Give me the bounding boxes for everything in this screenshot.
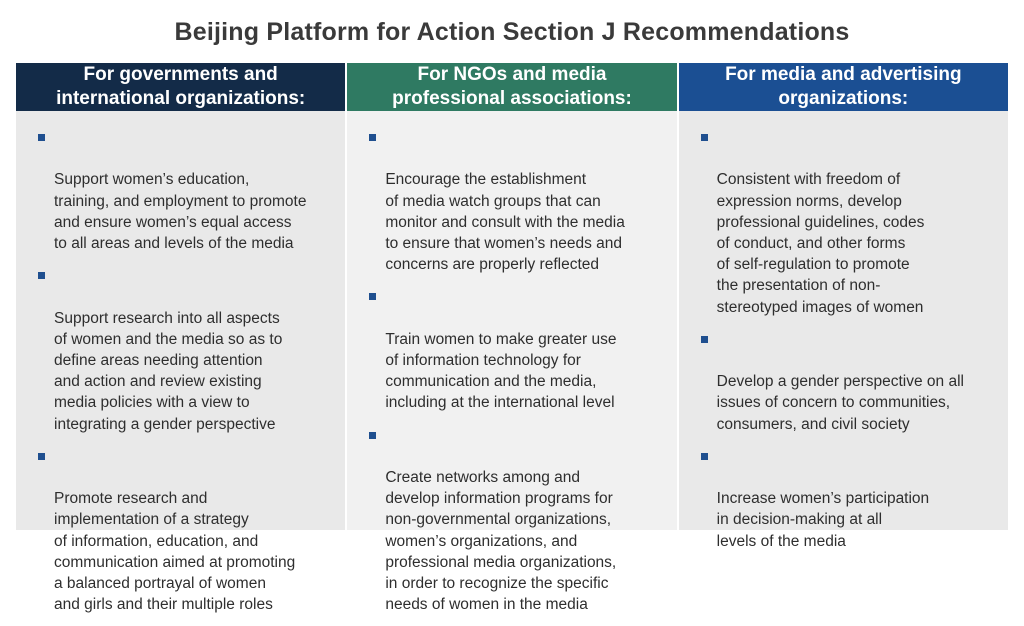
square-bullet-icon bbox=[701, 134, 708, 141]
column-header bbox=[16, 63, 345, 111]
square-bullet-icon bbox=[369, 293, 376, 300]
square-bullet-icon bbox=[369, 432, 376, 439]
list-item bbox=[38, 265, 335, 435]
list-item-text: Consistent with freedom of expression norms, develop professional guidelines, codes of conduct, and other forms of self-regulation to promote the presentation of non- stereotyped images of women bbox=[716, 171, 925, 316]
square-bullet-icon bbox=[701, 453, 708, 460]
column-header bbox=[679, 63, 1008, 111]
list-item bbox=[369, 127, 666, 275]
list-item-text: Train women to make greater use of information technology for communication and the media, including at the international level bbox=[385, 330, 617, 412]
square-bullet-icon bbox=[701, 336, 708, 343]
column-body bbox=[347, 111, 676, 626]
list-item bbox=[38, 446, 335, 616]
list-item-text: Develop a gender perspective on all issues of concern to communities, consumers, and civil society bbox=[716, 373, 964, 433]
list-item-text: Support women’s education, training, and employment to promote and ensure women’s equal access to all areas and levels of the media bbox=[54, 171, 307, 253]
list-item-text: Encourage the establishment of media watch groups that can monitor and consult with the media to ensure that women’s needs and concerns are properly reflected bbox=[385, 171, 625, 274]
list-item-text: Promote research and implementation of a strategy of information, education, and communication aimed at promoting a balanced portrayal of women and girls and their multiple roles bbox=[54, 490, 296, 614]
list-item bbox=[38, 127, 335, 254]
column-media bbox=[679, 63, 1008, 550]
column-header bbox=[347, 63, 676, 111]
recommendations-table bbox=[16, 63, 1008, 614]
list-item-text: Create networks among and develop information programs for non-governmental organizations, women’s organizations, and professional media organizations, in order to recognize the specific needs of women in the media bbox=[385, 469, 617, 614]
column-header-text: For NGOs and media professional associations: bbox=[392, 64, 632, 109]
list-item-text: Support research into all aspects of women and the media so as to define areas needing attention and action and review existing media policies with a view to integrating a gender perspective bbox=[54, 309, 283, 433]
square-bullet-icon bbox=[38, 134, 45, 141]
list-item bbox=[701, 127, 998, 318]
list-item bbox=[369, 286, 666, 413]
column-body bbox=[16, 111, 345, 626]
list-item bbox=[369, 425, 666, 616]
list-item bbox=[701, 446, 998, 552]
square-bullet-icon bbox=[38, 272, 45, 279]
column-governments bbox=[16, 63, 345, 614]
column-header-text: For governments and international organizations: bbox=[56, 64, 306, 109]
column-header-text: For media and advertising organizations: bbox=[725, 64, 962, 109]
column-body bbox=[679, 111, 1008, 563]
column-ngos bbox=[347, 63, 676, 614]
list-item bbox=[701, 329, 998, 435]
square-bullet-icon bbox=[38, 453, 45, 460]
square-bullet-icon bbox=[369, 134, 376, 141]
list-item-text: Increase women’s participation in decision-making at all levels of the media bbox=[716, 490, 930, 550]
page-title: Beijing Platform for Action Section J Recommendations bbox=[174, 18, 850, 46]
